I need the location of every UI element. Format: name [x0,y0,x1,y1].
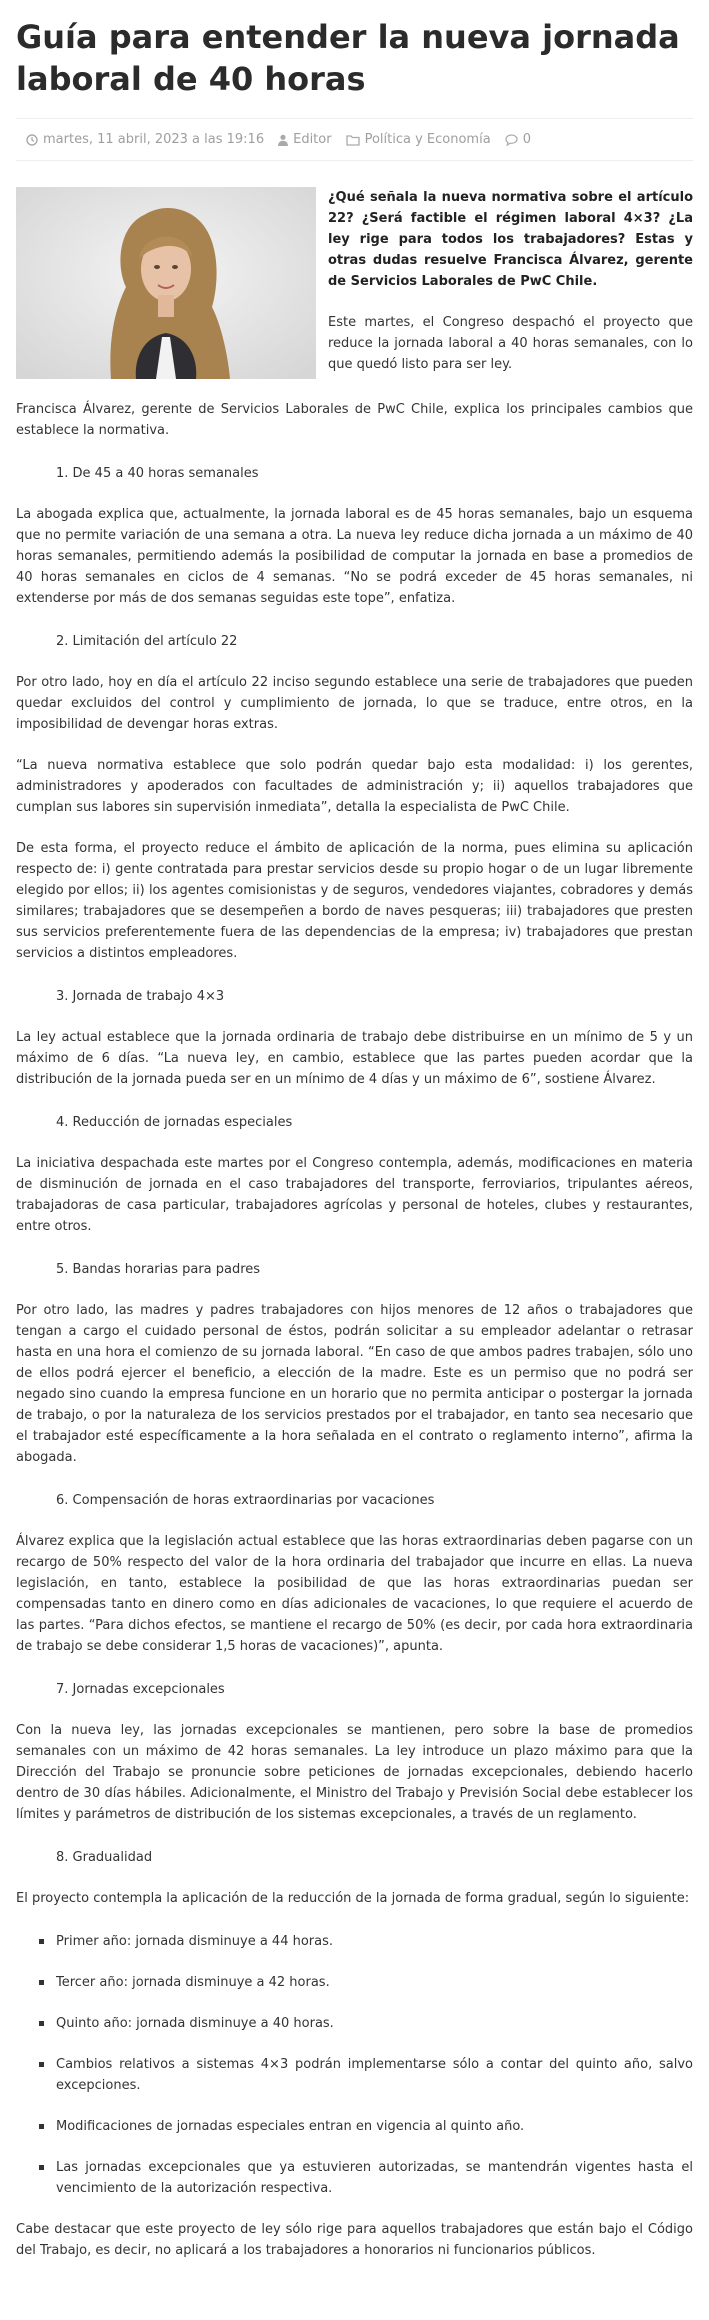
list-item: Modificaciones de jornadas especiales entran en vigencia al quinto año. [56,2116,693,2137]
section-4-title: 4. Reducción de jornadas especiales [56,1115,293,1130]
section-6-title: 6. Compensación de horas extraordinarias por vacaciones [56,1493,435,1508]
section-heading-8 [16,1847,693,1868]
paragraph-2c: De esta forma, el proyecto reduce el ámbito de aplicación de la norma, pues elimina su aplicación respecto de: i) gente contratada para prestar servicios desde su propio hogar o de un lugar libremente elegido por ellos; ii) los agentes comisionistas y de seguros, vendedores viajantes, cobradores y demás similares; trabajadores que se desempeñen a bordo de naves pesqueras; iii) trabajadores que presten sus servicios preferentemente fuera de las dependencias de la empresa; iv) trabajadores que prestan servicios a distintos empleadores. [16,841,693,961]
list-item: Primer año: jornada disminuye a 44 horas. [56,1931,693,1952]
meta-date-text: martes, 11 abril, 2023 a las 19:16 [43,132,265,147]
paragraph-8: El proyecto contempla la aplicación de la reducción de la jornada de forma gradual, según lo siguiente: [16,1891,690,1906]
paragraph-2a: Por otro lado, hoy en día el artículo 22 inciso segundo establece una serie de trabajadores que pueden quedar excluidos del control y cumplimiento de jornada, lo que se traduce, entre otros, en la imposibilidad de devengar horas extras. [16,675,693,732]
section-3-title: 3. Jornada de trabajo 4×3 [56,989,225,1004]
meta-date [26,129,264,150]
gradual-list [16,1931,693,2199]
paragraph-4: La iniciativa despachada este martes por el Congreso contempla, además, modificaciones en materia de disminución de jornada en el caso trabajadores del transporte, ferroviarios, tripulantes aéreos, trabajadoras de casa particular, trabajadores agrícolas y personal de hoteles, clubes y restaurantes, entre otros. [16,1156,693,1234]
paragraph-intro: Francisca Álvarez, gerente de Servicios Laborales de PwC Chile, explica los principales cambios que establece la normativa. [16,402,693,438]
author-photo [16,187,316,379]
category-link[interactable]: Política y Economía [364,132,491,147]
meta-author[interactable] [278,129,331,150]
list-item: Tercer año: jornada disminuye a 42 horas. [56,1972,693,1993]
intro-block [16,187,693,379]
section-heading-2 [16,631,693,652]
article-title: Guía para entender la nueva jornada laboral de 40 horas [16,18,680,98]
list-item: Quinto año: jornada disminuye a 40 horas. [56,2013,693,2034]
clock-icon [26,134,38,146]
paragraph-5: Por otro lado, las madres y padres trabajadores con hijos menores de 12 años o trabajadores que tengan a cargo el cuidado personal de éstos, podrán solicitar a su empleador adelantar o retrasar hasta en una hora el comienzo de su jornada laboral. “En caso de que ambos padres trabajen, sólo uno de ellos podrá ejercer el beneficio, a elección de la madre. Este es un permiso que no podrá ser negado sino cuando la empresa funcione en un horario que no permita anticipar o postergar la jornada de trabajo, o por la naturaleza de los servicios prestados por el trabajador, en tanto sea necesario que el trabajador esté específicamente a la hora señalada en el contrato o reglamento interno”, afirma la abogada. [16,1303,693,1465]
paragraph-6: Álvarez explica que la legislación actual establece que las horas extraordinarias deben pagarse con un recargo de 50% respecto del valor de la hora ordinaria del trabajador que incurre en ellas. La nueva legislación, en tanto, establece la posibilidad de que las horas extraordinarias puedan ser compensadas tanto en dinero como en días adicionales de vacaciones, lo que requiere el acuerdo de las partes. “Para dichos efectos, se mantiene el recargo de 50% (es decir, por cada hora extraordinaria de trabajo se debe considerar 1,5 horas de vacaciones)”, apunta. [16,1534,693,1654]
section-heading-4 [16,1112,693,1133]
section-8-title: 8. Gradualidad [56,1850,153,1865]
meta-comments[interactable] [505,129,531,150]
section-heading-6 [16,1490,693,1511]
section-5-title: 5. Bandas horarias para padres [56,1262,261,1277]
user-icon [278,134,288,146]
section-heading-5 [16,1259,693,1280]
paragraph-final: Cabe destacar que este proyecto de ley sólo rige para aquellos trabajadores que están bajo el Código del Trabajo, es decir, no aplicará a los trabajadores a honorarios ni funcionarios públicos. [16,2222,693,2258]
meta-category[interactable] [346,129,491,150]
section-1-title: 1. De 45 a 40 horas semanales [56,466,259,481]
lead-question: ¿Qué señala la nueva normativa sobre el artículo 22? ¿Será factible el régimen laboral 4×3? ¿La ley rige para todos los trabajadores? Estas y otras dudas resuelve Francisca Álvarez, gerente de Servicios Laborales de PwC Chile. [328,190,693,289]
paragraph-2b: “La nueva normativa establece que solo podrán quedar bajo esta modalidad: i) los gerentes, administradores y apoderados con facultades de administración y; ii) aquellos trabajadores que cumplan sus labores sin supervisión inmediata”, detalla la especialista de PwC Chile. [16,758,693,815]
list-item: Cambios relativos a sistemas 4×3 podrán implementarse sólo a contar del quinto año, salvo excepciones. [56,2054,693,2096]
paragraph-3: La ley actual establece que la jornada ordinaria de trabajo debe distribuirse en un mínimo de 5 y un máximo de 6 días. “La nueva ley, en cambio, establece que las partes pueden acordar que la distribución de la jornada pueda ser en un mínimo de 4 días y un máximo de 6”, sostiene Álvarez. [16,1030,693,1087]
folder-icon [346,134,360,146]
author-link[interactable]: Editor [293,132,332,147]
section-2-title: 2. Limitación del artículo 22 [56,634,238,649]
article-meta [16,118,693,161]
lead-paragraph: Este martes, el Congreso despachó el proyecto que reduce la jornada laboral a 40 horas semanales, con lo que quedó listo para ser ley. [328,315,693,372]
paragraph-1: La abogada explica que, actualmente, la jornada laboral es de 45 horas semanales, bajo un esquema que no permite variación de una semana a otra. La nueva ley reduce dicha jornada a un máximo de 40 horas semanales, permitiendo además la posibilidad de computar la jornada en base a promedios de 40 horas semanales en ciclos de 4 semanas. “No se podrá exceder de 45 horas semanales, ni extenderse por más de dos semanas seguidas este tope”, enfatiza. [16,507,693,606]
section-7-title: 7. Jornadas excepcionales [56,1682,225,1697]
section-heading-3 [16,986,693,1007]
comments-count[interactable]: 0 [522,132,531,147]
comment-icon [505,134,518,146]
section-heading-7 [16,1679,693,1700]
section-heading-1 [16,463,693,484]
list-item: Las jornadas excepcionales que ya estuvieren autorizadas, se mantendrán vigentes hasta el vencimiento de la autorización respectiva. [56,2157,693,2199]
paragraph-7: Con la nueva ley, las jornadas excepcionales se mantienen, pero sobre la base de promedios semanales con un máximo de 42 horas semanales. La ley introduce un plazo máximo para que la Dirección del Trabajo se pronuncie sobre peticiones de jornadas excepcionales, debiendo hacerlo dentro de 30 días hábiles. Adicionalmente, el Ministro del Trabajo y Previsión Social debe establecer los límites y parámetros de distribución de los sistemas excepcionales, a través de un reglamento. [16,1723,693,1822]
